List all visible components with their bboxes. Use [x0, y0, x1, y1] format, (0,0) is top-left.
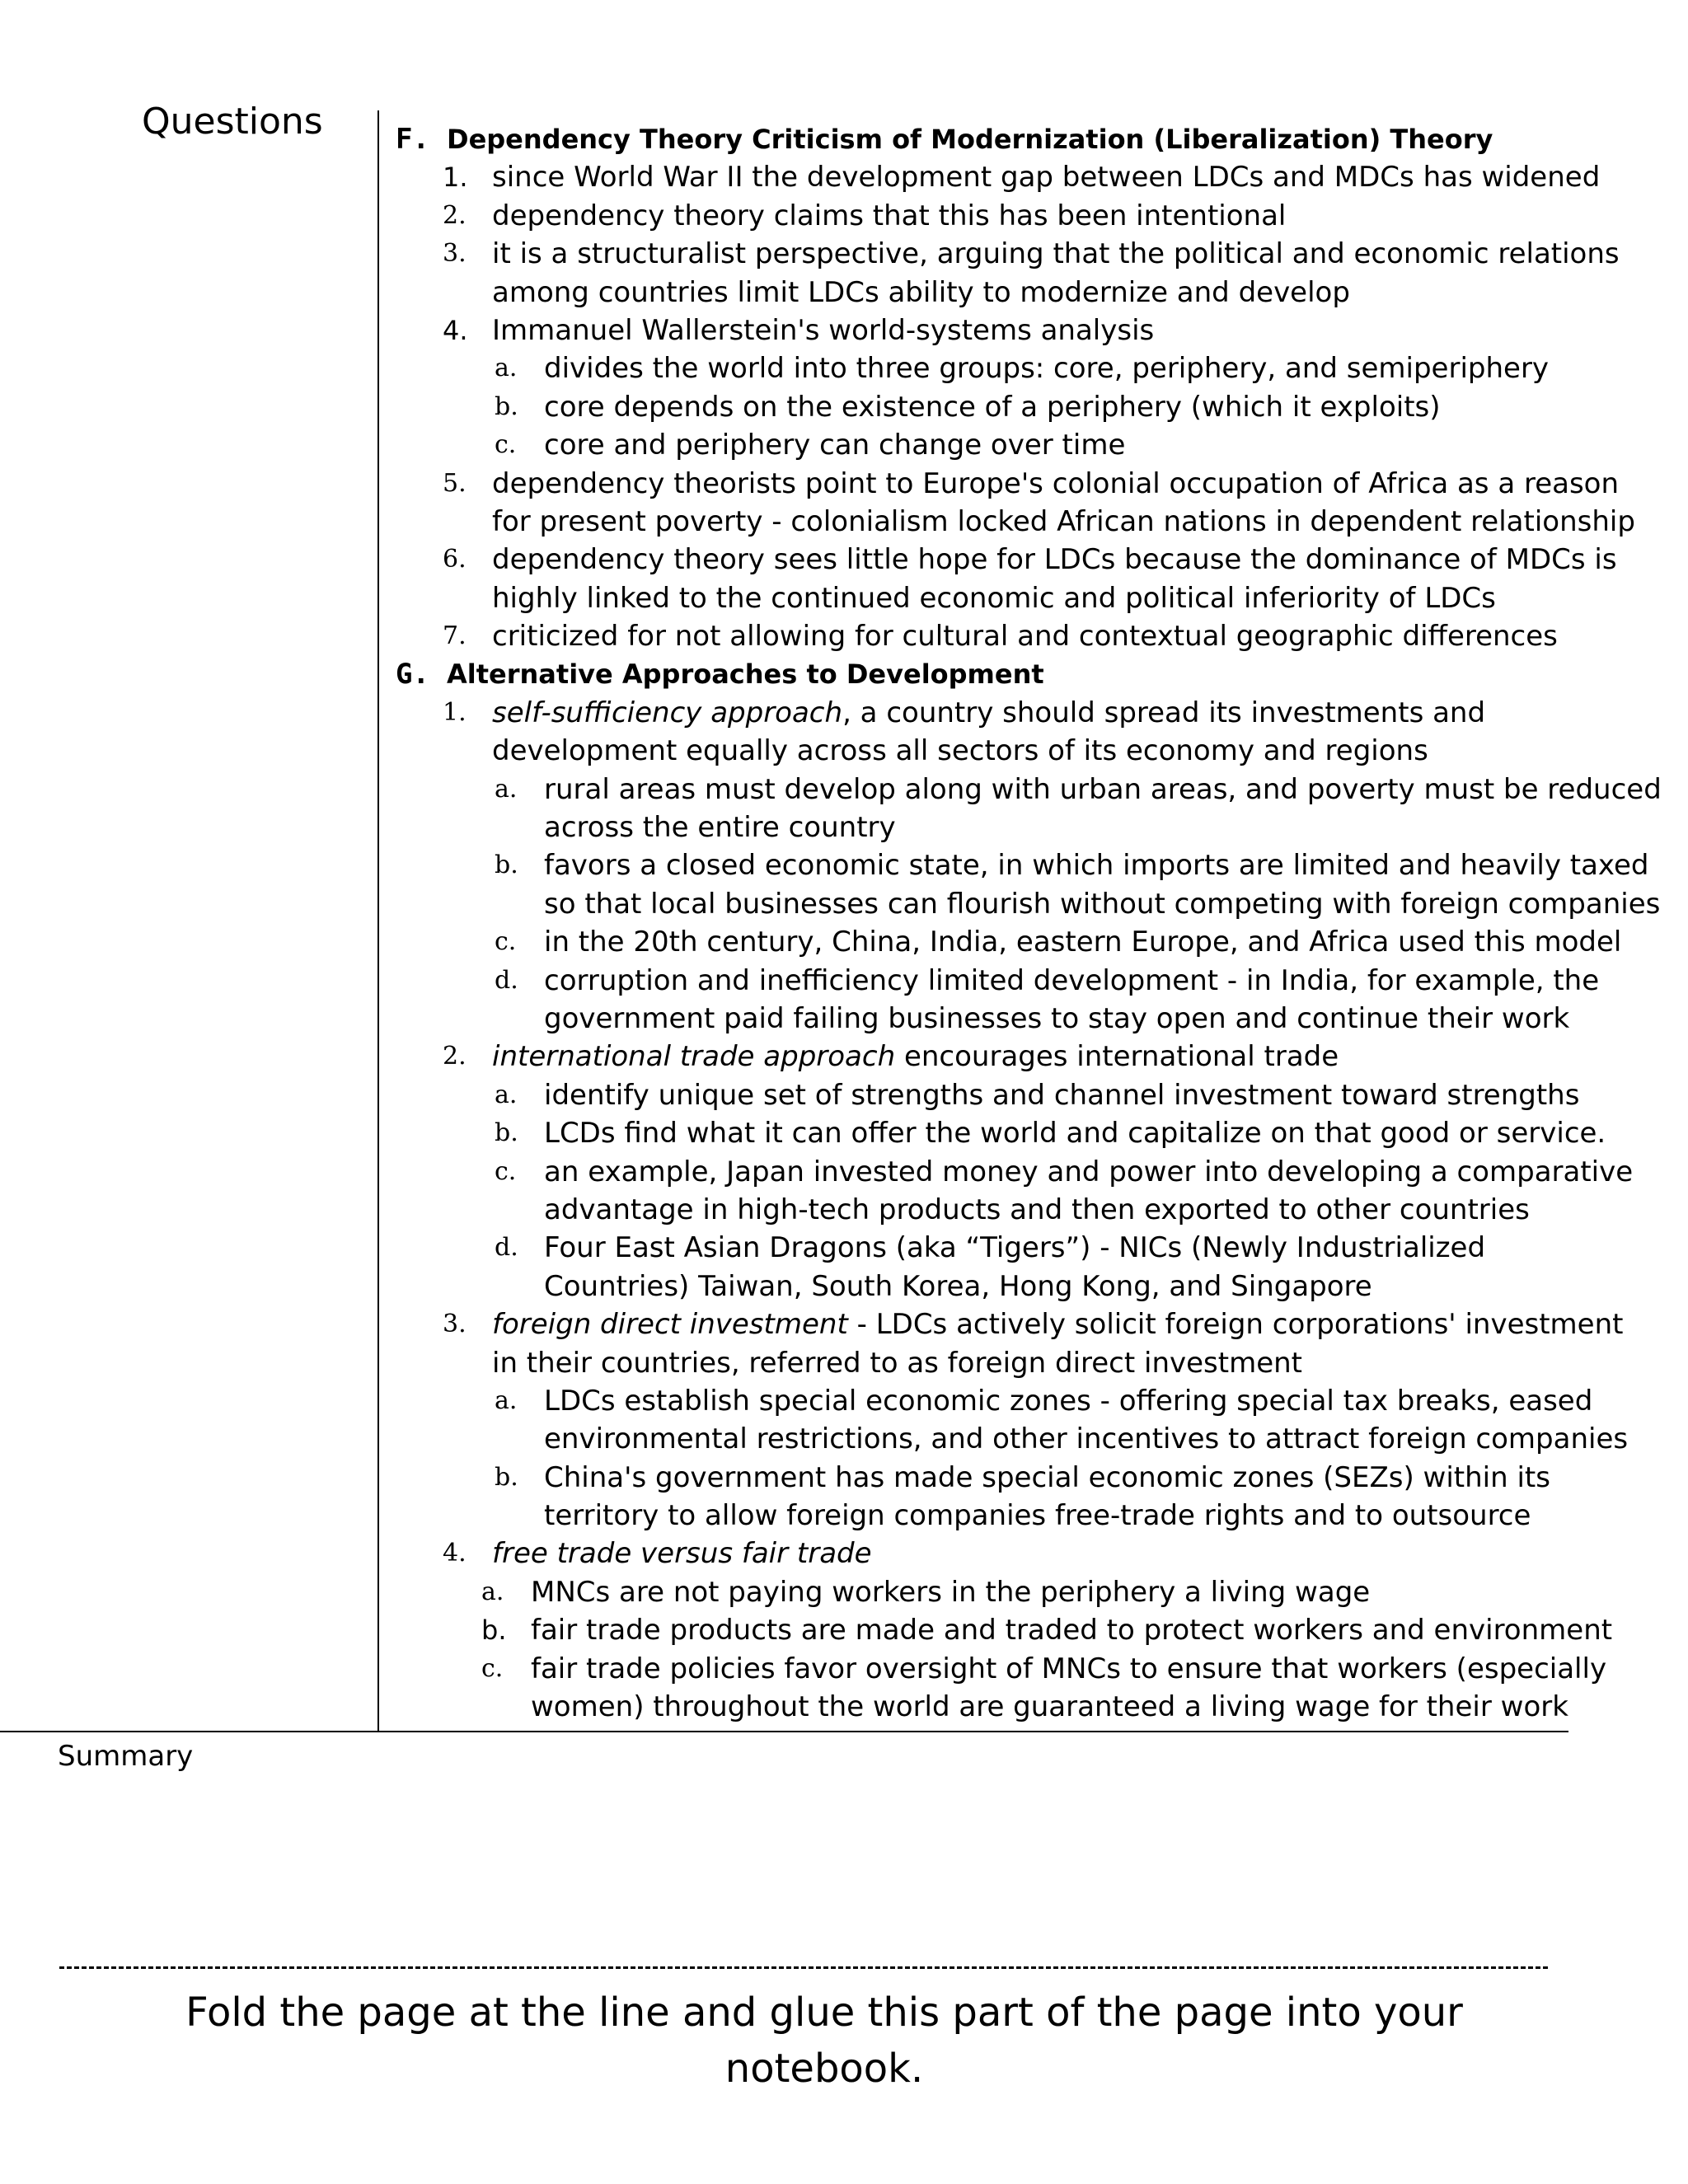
outline-marker: a. [495, 354, 518, 383]
outline-line [389, 426, 1559, 464]
outline-text-body: criticized for not allowing for cultural and contextual geographic differences [492, 620, 1558, 654]
outline-text-body: dependency theory claims that this has been intentional [492, 199, 1287, 232]
outline-text-body: an example, Japan invested money and power into developing a comparative [544, 1155, 1634, 1188]
outline-line [389, 465, 1620, 503]
outline-marker: 4. [443, 314, 468, 346]
outline-text [544, 846, 1649, 884]
outline-text-body: advantage in high-tech products and then exported to other countries [544, 1193, 1530, 1226]
outline-text-body: fair trade products are made and traded to protect workers and environment [531, 1614, 1613, 1647]
outline-text-body: fair trade policies favor oversight of MNCs to ensure that workers (especially [531, 1652, 1607, 1685]
outline-marker: 1. [443, 162, 468, 194]
outline-text [492, 158, 1600, 196]
outline-marker: a. [481, 1577, 504, 1606]
outline-text [544, 1000, 1569, 1038]
outline-text-body: - LDCs actively solicit foreign corporations' investment [847, 1308, 1624, 1342]
outline-marker: 5. [443, 468, 467, 498]
outline-marker: c. [495, 927, 517, 957]
fold-line [59, 1966, 1548, 1969]
outline-text-body: it is a structuralist perspective, arguing that the political and economic relations [492, 237, 1620, 271]
outline-text [544, 1114, 1606, 1152]
outline-line [389, 1229, 1559, 1267]
outline-line [389, 197, 1559, 235]
outline-line [389, 732, 1559, 770]
outline-marker: 3. [443, 239, 467, 269]
outline-text [492, 579, 1496, 617]
outline-text-body: core and periphery can change over time [544, 429, 1126, 462]
outline-text-body: Four East Asian Dragons (aka “Tigers”) - NICs (Newly Industrialized [544, 1231, 1486, 1265]
outline-text [492, 617, 1558, 655]
outline-line [389, 1305, 1624, 1343]
outline-text-body: Countries) Taiwan, South Korea, Hong Kong, and Singapore [544, 1269, 1372, 1303]
outline-line [389, 1535, 1559, 1572]
outline-text [544, 923, 1621, 961]
outline-line [389, 1344, 1559, 1382]
outline-text-body: territory to allow foreign companies free-trade rights and to outsource [544, 1499, 1531, 1533]
outline-marker: b. [481, 1615, 507, 1647]
outline-line [389, 274, 1559, 312]
outline-text [544, 1382, 1592, 1420]
outline-text [531, 1573, 1370, 1611]
outline-line [389, 1114, 1606, 1152]
outline-line [389, 235, 1620, 273]
outline-text [447, 655, 1044, 693]
outline-text-body: Dependency Theory Criticism of Modernization (Liberalization) Theory [447, 124, 1493, 155]
outline-text [492, 197, 1286, 235]
outline-line [389, 923, 1622, 961]
outline-text-body: favors a closed economic state, in which imports are limited and heavily taxed [544, 849, 1649, 883]
outline-text [544, 426, 1125, 464]
outline-line [389, 1650, 1607, 1688]
outline-text [492, 1305, 1623, 1343]
outline-text [492, 465, 1619, 503]
fold-instruction: Fold the page at the line and glue this part of the page into your notebook. [185, 1990, 1463, 2092]
outline-text-body: China's government has made special economic zones (SEZs) within its [544, 1460, 1550, 1494]
outline-text [544, 808, 896, 846]
outline-text-body: government paid failing businesses to stay open and continue their work [544, 1001, 1570, 1035]
outline-text-body: Alternative Approaches to Development [447, 658, 1044, 691]
outline-text-body: highly linked to the continued economic and political inferiority of LDCs [492, 581, 1496, 615]
outline-marker: a. [495, 774, 518, 804]
outline-text-body: dependency theorists point to Europe's colonial occupation of Africa as a reason [492, 466, 1620, 500]
outline-marker: 1. [443, 697, 467, 727]
outline-marker: 2. [443, 200, 467, 230]
outline-line [389, 1611, 1613, 1649]
outline-line [389, 808, 1559, 846]
notes-column [389, 120, 1662, 1726]
outline-line [389, 1268, 1559, 1305]
outline-line [389, 771, 1662, 808]
outline-text-body: development equally across all sectors of its economy and regions [492, 734, 1428, 768]
outline-text-body: corruption and inefficiency limited development - in India, for example, the [544, 963, 1600, 997]
outline-text-body: across the entire country [544, 811, 896, 845]
outline-marker: b. [495, 1462, 518, 1492]
outline-text-body: LDCs establish special economic zones - offering special tax breaks, eased [544, 1384, 1593, 1418]
outline-text-body: for present poverty - colonialism locked African nations in dependent relationship [492, 504, 1635, 538]
outline-marker: G. [396, 658, 429, 691]
outline-marker: 3. [443, 1310, 467, 1339]
outline-text [544, 1076, 1579, 1114]
outline-marker: d. [495, 965, 518, 995]
outline-text-body: so that local businesses can flourish without competing with foreign companies [544, 887, 1661, 921]
outline-line [389, 1573, 1559, 1611]
outline-marker: 2. [443, 1042, 467, 1071]
outline-line [389, 1420, 1629, 1458]
outline-line [389, 1382, 1593, 1420]
outline-text [492, 1344, 1302, 1382]
outline-line [389, 885, 1661, 923]
outline-text-body: environmental restrictions, and other incentives to attract foreign companies [544, 1422, 1629, 1456]
italic-term: international trade approach [492, 1040, 896, 1074]
outline-line [389, 617, 1559, 655]
outline-text [492, 235, 1620, 273]
outline-text [492, 541, 1617, 579]
outline-marker: c. [495, 1156, 517, 1186]
outline-text-body: Immanuel Wallerstein's world-systems analysis [492, 313, 1155, 347]
outline-text-body: dependency theory sees little hope for LDCs because the dominance of MDCs is [492, 543, 1617, 577]
outline-text-body: rural areas must develop along with urban areas, and poverty must be reduced [544, 772, 1662, 806]
outline-text [492, 1535, 872, 1572]
outline-text [544, 1497, 1531, 1535]
outline-text [492, 1038, 1339, 1076]
outline-line [389, 158, 1601, 196]
summary-label: Summary [58, 1740, 194, 1773]
outline-marker: d. [495, 1233, 518, 1263]
outline-text [544, 1153, 1633, 1191]
outline-text-body: in their countries, referred to as foreign direct investment [492, 1346, 1302, 1380]
questions-column-label: Questions [142, 101, 323, 143]
outline-text [531, 1650, 1606, 1688]
outline-text [544, 1420, 1628, 1458]
outline-text-body: MNCs are not paying workers in the periphery a living wage [531, 1575, 1371, 1609]
outline-line [389, 312, 1559, 349]
outline-text [492, 503, 1635, 541]
outline-text-body: core depends on the existence of a periphery (which it exploits) [544, 390, 1441, 424]
outline-marker: b. [495, 1118, 518, 1148]
outline-text [531, 1611, 1612, 1649]
outline-marker: F. [396, 123, 429, 156]
outline-text [544, 1459, 1550, 1497]
outline-text [492, 274, 1350, 312]
outline-line [389, 503, 1635, 541]
italic-term: self-sufficiency approach [492, 696, 843, 729]
outline-line [389, 1000, 1570, 1038]
column-divider [377, 110, 379, 1732]
outline-text [531, 1688, 1568, 1726]
outline-marker: 4. [443, 1539, 467, 1568]
outline-line [389, 962, 1600, 1000]
outline-line [389, 846, 1649, 884]
outline-marker: b. [495, 391, 518, 421]
outline-text [544, 885, 1660, 923]
outline-text [544, 1229, 1485, 1267]
outline-line [389, 1038, 1559, 1076]
italic-term: foreign direct investment [492, 1308, 848, 1342]
italic-term: free trade versus fair trade [492, 1537, 872, 1571]
section-heading [389, 655, 1559, 693]
outline-text-body: LCDs find what it can offer the world and capitalize on that good or service. [544, 1117, 1606, 1151]
outline-text-body: divides the world into three groups: core, periphery, and semiperiphery [544, 352, 1550, 386]
outline-text-body: in the 20th century, China, India, eastern Europe, and Africa used this model [544, 926, 1622, 959]
outline-text [492, 312, 1154, 349]
outline-line [389, 1459, 1559, 1497]
outline-line [389, 349, 1559, 387]
outline-text [544, 771, 1662, 808]
outline-marker: c. [481, 1653, 504, 1683]
outline-line [389, 1688, 1568, 1726]
outline-line [389, 1191, 1559, 1229]
outline-text-body: among countries limit LDCs ability to modernize and develop [492, 275, 1350, 309]
outline-line [389, 694, 1559, 732]
outline-marker: c. [495, 430, 517, 460]
outline-line [389, 388, 1559, 426]
outline-text-body: women) throughout the world are guaranteed a living wage for their work [531, 1690, 1568, 1724]
outline-line [389, 579, 1559, 617]
outline-line [389, 1153, 1634, 1191]
section-heading [389, 120, 1559, 158]
outline-line [389, 1497, 1559, 1535]
outline-text [544, 349, 1549, 387]
outline-text [544, 1191, 1530, 1229]
outline-text [544, 1268, 1372, 1305]
outline-text [492, 694, 1485, 732]
summary-divider [0, 1731, 1568, 1732]
outline-marker: 6. [443, 545, 467, 574]
outline-marker: a. [495, 1080, 518, 1109]
outline-line [389, 1076, 1580, 1114]
outline-text [544, 388, 1441, 426]
outline-marker: a. [495, 1385, 518, 1415]
outline-line [389, 541, 1617, 579]
outline-text-body: since World War II the development gap between LDCs and MDCs has widened [492, 161, 1601, 194]
outline-marker: 7. [443, 621, 467, 651]
outline-text-body: , a country should spread its investments and [842, 696, 1486, 729]
outline-text [544, 962, 1599, 1000]
outline-marker: b. [495, 851, 518, 880]
outline-text [447, 120, 1493, 158]
outline-text-body: identify unique set of strengths and channel investment toward strengths [544, 1078, 1580, 1112]
outline-text-body: encourages international trade [895, 1040, 1339, 1074]
outline-text [492, 732, 1428, 770]
